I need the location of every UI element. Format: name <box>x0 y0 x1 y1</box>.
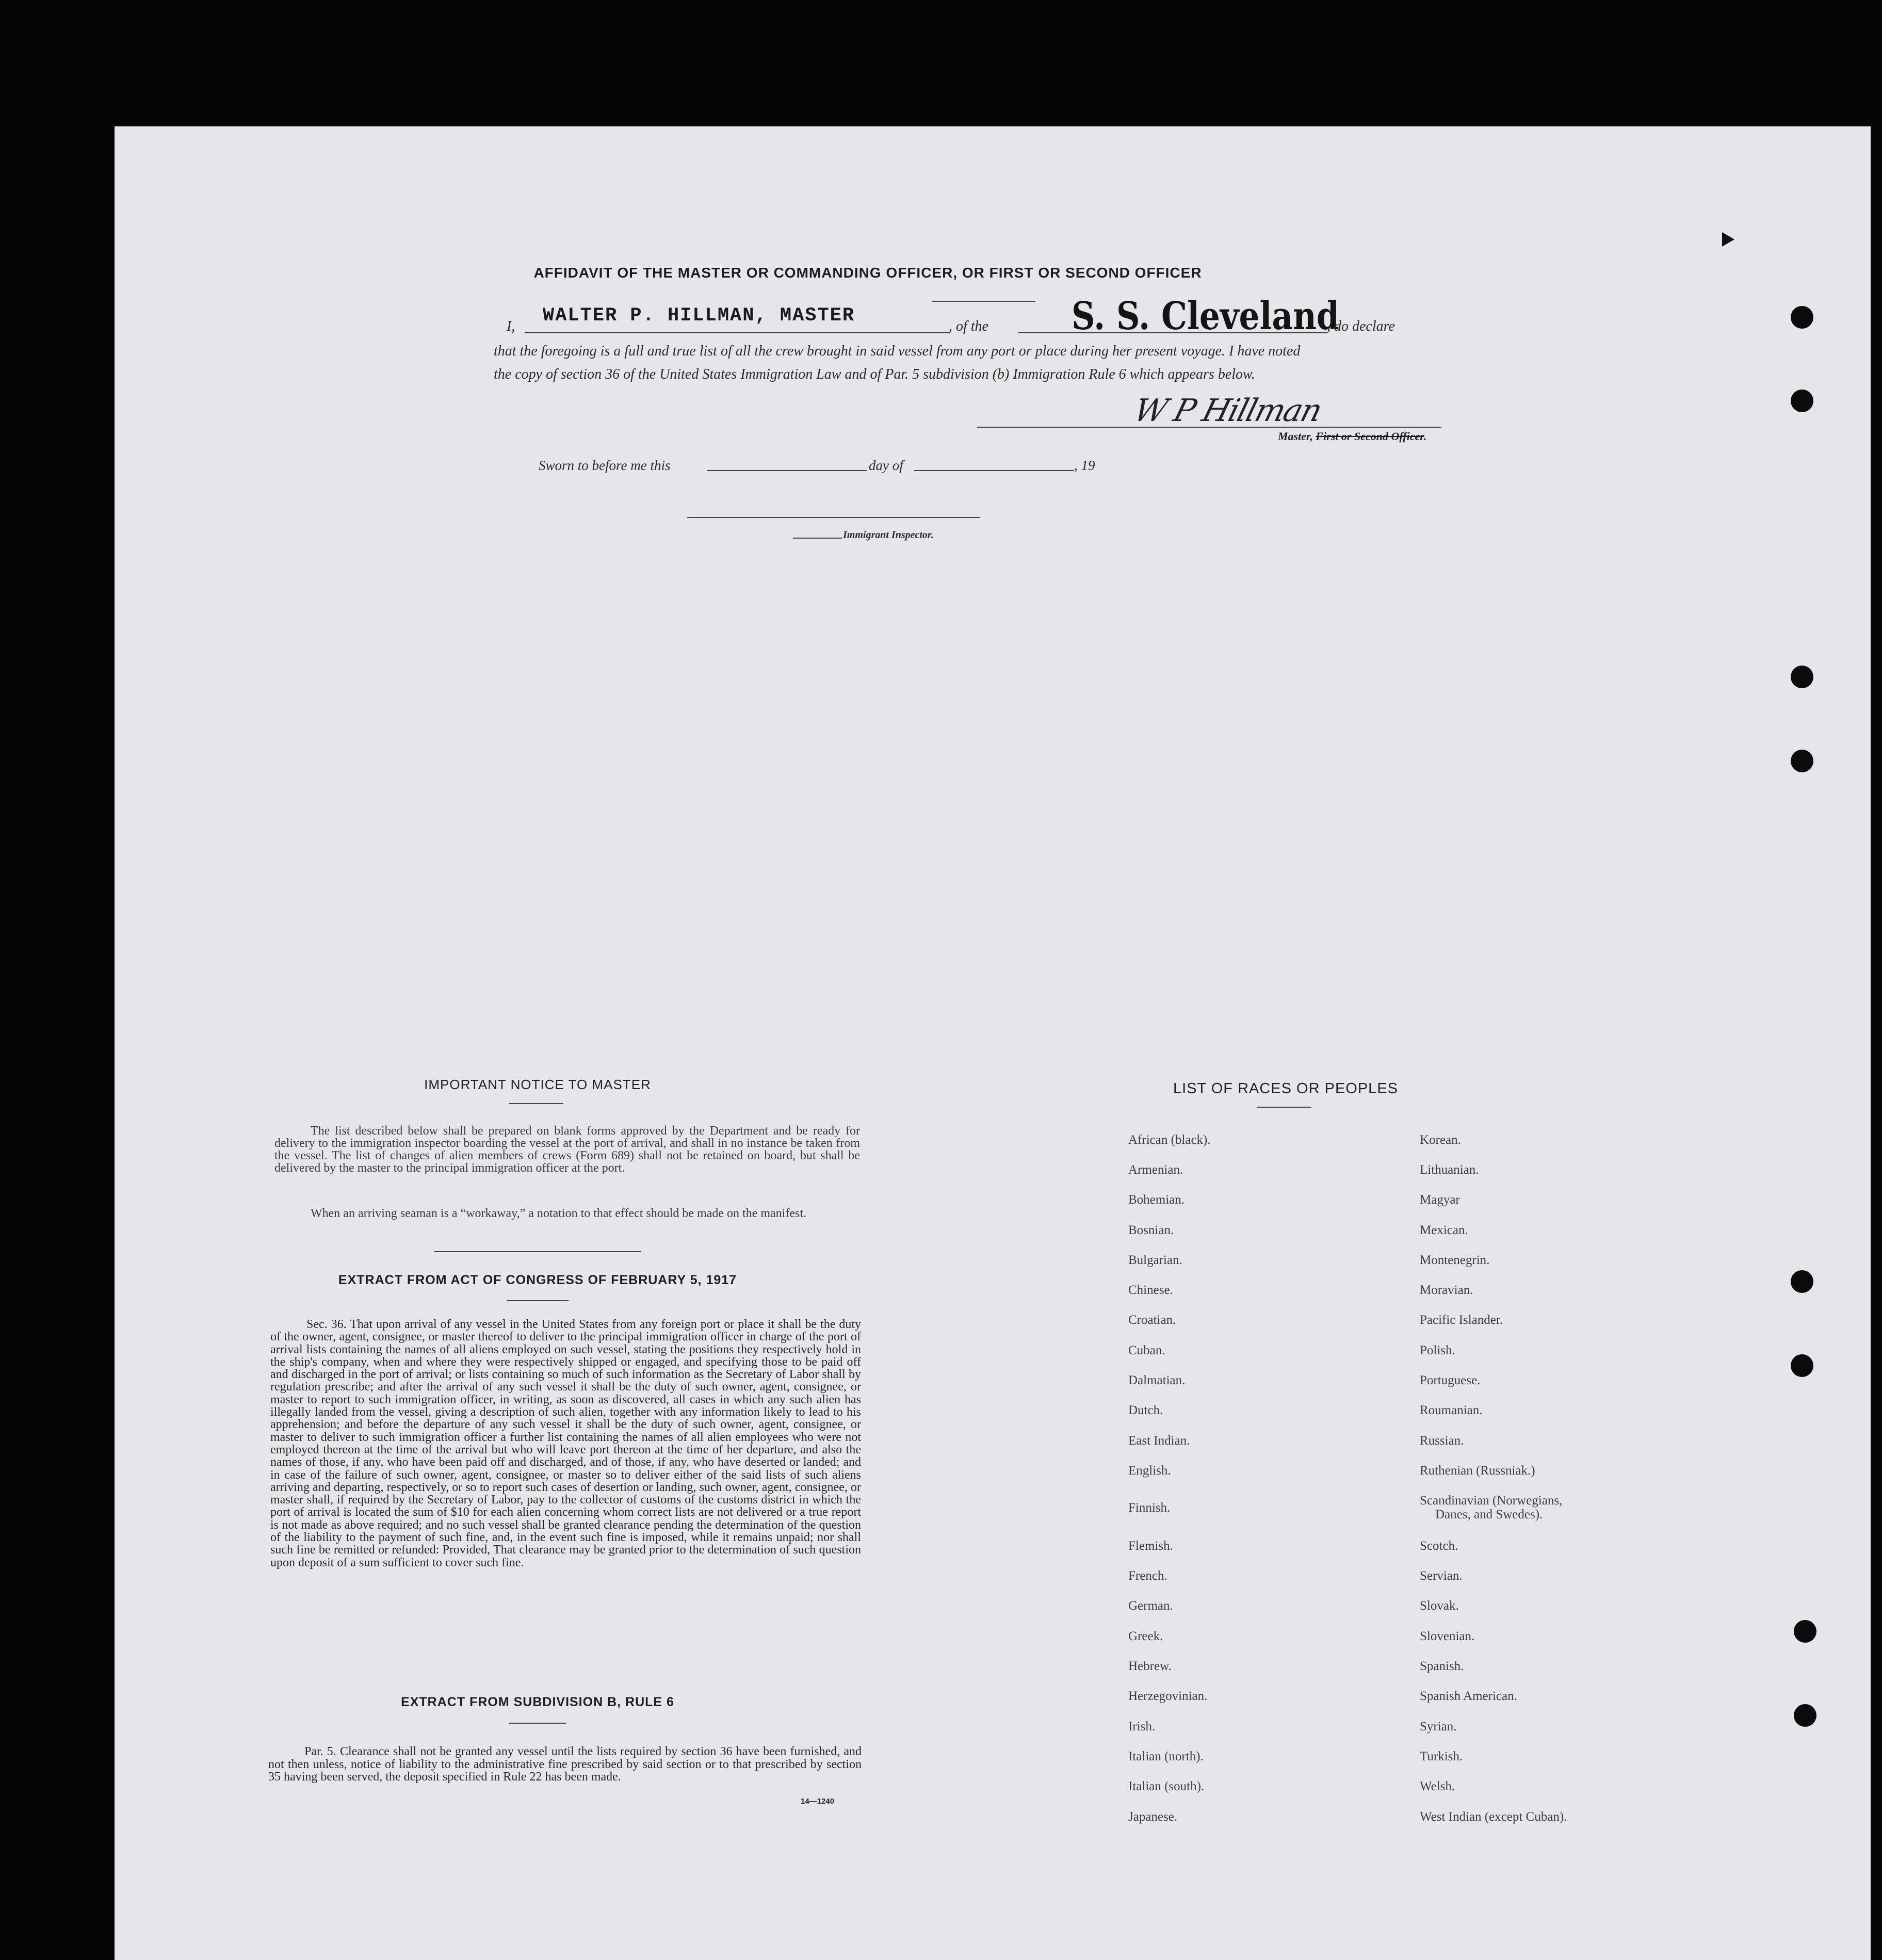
notice-title: IMPORTANT NOTICE TO MASTER <box>424 1077 651 1092</box>
corner-mark-icon <box>1722 232 1734 247</box>
race-item: Polish. <box>1420 1343 1455 1357</box>
race-item: Spanish. <box>1420 1659 1464 1673</box>
affidavit-prefix: I, <box>507 318 515 334</box>
race-item: Flemish. <box>1128 1539 1173 1553</box>
race-item: West Indian (except Cuban). <box>1420 1810 1567 1824</box>
extract-rule-title: EXTRACT FROM SUBDIVISION B, RULE 6 <box>401 1695 674 1709</box>
form-number: 14—1240 <box>801 1797 835 1806</box>
race-item: Irish. <box>1128 1720 1156 1734</box>
vessel-name-field: S. S. Cleveland <box>1072 294 1339 338</box>
extract-act-body: Sec. 36. That upon arrival of any vessel in the United States from any foreign port or place it shall be the duty of the owner, agent, consignee, or master thereof to deliver to the principal immigration officer in charge of the port of arrival lists containing the names of all aliens employed on such vessel, stating the positions they respectively hold in the ship's company, when and where they were respectively shipped or engaged, and specifying those to be paid off and discharged in the port of arrival; or lists containing so much of such information as the Secretary of Labor shall by regulation prescribe; and after the arrival of any such vessel it shall be the duty of such owner, agent, consignee, or master to report to such immigration officer, in writing, as soon as discovered, all cases in which any such alien has illegally landed from the vessel, giving a description of such alien, together with any information likely to lead to his apprehension; and before the departure of any such vessel it shall be the duty of such owner, agent, consignee, or master to deliver to such immigration officer a further list containing the names of all alien employees who were not employed thereon at the time of the arrival but who will leave port thereon at the time of her departure, and also the names of those, if any, who have been paid off and discharged, and of those, if any, who have deserted or landed; and in case of the failure of such owner, agent, consignee, or master so to deliver either of the said lists of such aliens arriving and departing, respectively, or so to report such cases of desertion or landing, such owner, agent, consignee, or master shall, if required by the Secretary of Labor, pay to the collector of customs of the customs district in which the port of arrival is located the sum of $10 for each alien concerning whom correct lists are not delivered or a true report is not made as above required; and no such vessel shall be granted clearance pending the determination of the question of the liability to the payment of such fine, and, in the event such fine is imposed, while it remains unpaid; nor shall such fine be remitted or refunded: Provided, That clearance may be granted prior to the determination of such question upon deposit of a sum sufficient to cover such fine. <box>270 1318 861 1569</box>
extract-act-title: EXTRACT FROM ACT OF CONGRESS OF FEBRUARY 5, 1917 <box>338 1273 737 1287</box>
race-item: East Indian. <box>1128 1434 1190 1448</box>
punch-hole <box>1794 1704 1816 1727</box>
divider <box>507 1300 569 1301</box>
divider <box>1257 1107 1311 1108</box>
race-item: Japanese. <box>1128 1810 1178 1824</box>
master-name-line <box>525 332 949 333</box>
race-item: Italian (south). <box>1128 1779 1205 1793</box>
race-item: Lithuanian. <box>1420 1163 1479 1177</box>
signature-line <box>977 427 1441 428</box>
race-item: Korean. <box>1420 1133 1461 1147</box>
race-item: Finnish. <box>1128 1501 1171 1515</box>
race-item: Russian. <box>1420 1434 1464 1448</box>
race-item: Bulgarian. <box>1128 1253 1182 1267</box>
race-item: Servian. <box>1420 1569 1463 1583</box>
divider <box>509 1723 566 1724</box>
race-item: French. <box>1128 1569 1167 1583</box>
race-item: Hebrew. <box>1128 1659 1172 1673</box>
race-item-continued: Danes, and Swedes). <box>1435 1508 1543 1521</box>
divider <box>932 301 1035 302</box>
race-item: Welsh. <box>1420 1779 1455 1793</box>
divider <box>509 1103 563 1104</box>
affidavit-line-3: the copy of section 36 of the United States Immigration Law and of Par. 5 subdivision (b) Immigration Rule 6 which appears below. <box>494 366 1255 382</box>
signature-label-master: Master, <box>1278 430 1316 443</box>
punch-hole <box>1791 1354 1813 1377</box>
race-item: Ruthenian (Russniak.) <box>1420 1464 1535 1478</box>
race-item: Magyar <box>1420 1193 1460 1207</box>
affidavit-line-2: that the foregoing is a full and true list of all the crew brought in said vessel from any port or place during her present voyage. I have noted <box>494 343 1301 359</box>
signature-label-end: . <box>1423 430 1427 443</box>
race-item: Roumanian. <box>1420 1403 1483 1417</box>
punch-hole <box>1791 1270 1813 1293</box>
extract-rule-body: Par. 5. Clearance shall not be granted any vessel until the lists required by section 36 have been furnished, and not then unless, notice of liability to the administrative fine prescribed by said section or to that prescribed by section 35 having been served, the deposit specified in Rule 22 has been made. <box>268 1745 862 1784</box>
of-the-label: , of the <box>949 318 988 334</box>
sworn-label: Sworn to before me this <box>539 458 671 473</box>
inspector-signature-line <box>687 517 980 518</box>
race-item: Armenian. <box>1128 1163 1183 1177</box>
race-item: Greek. <box>1128 1629 1163 1643</box>
vessel-name-line <box>1018 332 1327 333</box>
race-item: Syrian. <box>1420 1720 1457 1734</box>
race-item: Croatian. <box>1128 1313 1176 1327</box>
race-item: Turkish. <box>1420 1750 1463 1763</box>
punch-hole <box>1791 666 1813 688</box>
day-of-label: day of <box>869 458 903 473</box>
race-item: Slovenian. <box>1420 1629 1475 1643</box>
race-item: Slovak. <box>1420 1599 1459 1613</box>
notice-paragraph-2: When an arriving seaman is a “workaway,” a notation to that effect should be made on the manifest. <box>311 1207 806 1220</box>
punch-hole <box>1791 306 1813 329</box>
race-item: Bosnian. <box>1128 1223 1174 1237</box>
notice-paragraph-1: The list described below shall be prepared on blank forms approved by the Department and be ready for delivery to the immigration inspector boarding the vessel at the port of arrival, and shall in no instance be taken from the vessel. The list of changes of alien members of crews (Form 689) shall not be retained on board, but shall be delivered by the master to the principal immigration officer at the port. <box>274 1124 860 1175</box>
race-item: German. <box>1128 1599 1173 1613</box>
race-item: Scotch. <box>1420 1539 1458 1553</box>
race-item: Italian (north). <box>1128 1750 1204 1763</box>
races-title: LIST OF RACES OR PEOPLES <box>1173 1080 1399 1097</box>
race-item: Pacific Islander. <box>1420 1313 1503 1327</box>
affidavit-title: AFFIDAVIT OF THE MASTER OR COMMANDING OFFICER, OR FIRST OR SECOND OFFICER <box>533 265 1202 281</box>
punch-hole <box>1791 390 1813 412</box>
divider <box>434 1251 641 1252</box>
inspector-label: Immigrant Inspector. <box>843 529 934 541</box>
signature-label-struck: First or Second Officer <box>1316 430 1424 443</box>
race-item: Scandinavian (Norwegians, <box>1420 1494 1563 1508</box>
race-item: Mexican. <box>1420 1223 1468 1237</box>
document-page <box>115 126 1871 1960</box>
race-item: Dutch. <box>1128 1403 1163 1417</box>
signature-label <box>1278 430 1426 443</box>
signature: W P Hillman <box>1130 393 1325 429</box>
punch-hole <box>1794 1620 1816 1643</box>
race-item: Chinese. <box>1128 1283 1173 1297</box>
sworn-day-line <box>707 470 867 471</box>
race-item: Bohemian. <box>1128 1193 1185 1207</box>
race-item: African (black). <box>1128 1133 1211 1147</box>
race-item: Portuguese. <box>1420 1373 1481 1387</box>
do-declare-label: , do declare <box>1327 318 1395 334</box>
race-item: Herzegovinian. <box>1128 1689 1208 1703</box>
inspector-short-line <box>793 538 842 539</box>
race-item: Moravian. <box>1420 1283 1473 1297</box>
sworn-month-line <box>914 470 1074 471</box>
race-item: Dalmatian. <box>1128 1373 1186 1387</box>
race-item: English. <box>1128 1464 1171 1478</box>
year-label: , 19 <box>1074 458 1095 473</box>
race-item: Spanish American. <box>1420 1689 1517 1703</box>
master-name-field: WALTER P. HILLMAN, MASTER <box>543 305 855 327</box>
race-item: Montenegrin. <box>1420 1253 1490 1267</box>
punch-hole <box>1791 750 1813 772</box>
race-item: Cuban. <box>1128 1343 1165 1357</box>
